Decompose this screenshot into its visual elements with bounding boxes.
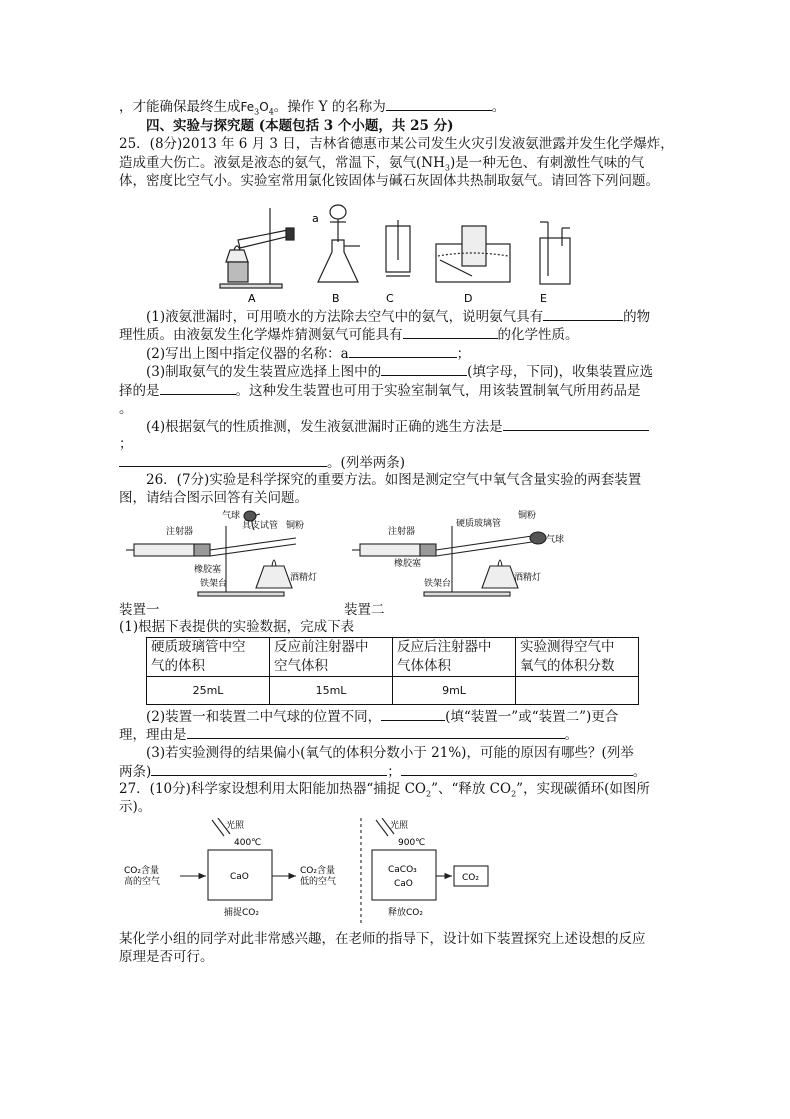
answer-blank[interactable] <box>349 343 457 358</box>
output-air-label: 低的空气 <box>300 877 337 887</box>
q25-part3c: 。 <box>119 401 133 417</box>
fig26-label-lamp: 酒精灯 <box>290 573 318 583</box>
q25-part4b: ； <box>119 436 133 452</box>
answer-blank[interactable] <box>503 416 649 431</box>
apparatus-d <box>436 226 510 282</box>
label-D: D <box>464 292 473 305</box>
q26-part3b: 两条) ； 。 <box>119 761 646 782</box>
table-header: 实验测得空气中 氧气的体积分数 <box>516 638 639 677</box>
caco3-box <box>372 850 436 900</box>
answer-blank[interactable] <box>187 724 565 739</box>
label-C: C <box>386 292 394 305</box>
table-cell: 25mL <box>147 677 270 705</box>
apparatus-c <box>386 220 410 276</box>
release-label: 释放CO₂ <box>388 908 423 918</box>
capture-label: 捕捉CO₂ <box>224 908 259 918</box>
temp-label: 900℃ <box>398 838 426 848</box>
q25-line1: 25．(8分)2013 年 6 月 3 日，吉林省德惠市某公司发生火灾引发液氨泄露并发生化学爆炸， <box>119 136 674 152</box>
fig26-label-stand: 铁架台 <box>200 579 228 589</box>
co2-label: CO₂ <box>462 873 479 883</box>
light-label: 光照 <box>390 821 409 831</box>
data-table <box>146 637 639 705</box>
text-line-fe3o4: ，才能确保最终生成$Fe_3O_4$。操作 Y 的名称为 。 <box>119 96 505 123</box>
fig26-r-label-stopper: 橡胶塞 <box>394 559 422 569</box>
q25-line3: 体，密度比空气小。实验室常用氯化铵固体与碱石灰固体共热制取氨气。请回答下列问题。 <box>119 173 659 189</box>
fig26-label-balloon: 气球 <box>222 511 241 521</box>
q27-line2: 示)。 <box>119 799 152 815</box>
q25-part1: (1)液氨泄漏时，可用喷水的方法除去空气中的氨气，说明氨气具有 的物 <box>146 306 650 327</box>
table-header: 反应前注射器中 空气体积 <box>270 638 393 677</box>
label-B: B <box>332 292 340 305</box>
fig26-r-label-lamp: 酒精灯 <box>514 573 542 583</box>
table-row <box>147 677 639 705</box>
q26-part2: (2)装置一和装置二中气球的位置不同， (填“装置一”或“装置二”)更合 <box>146 706 618 727</box>
q25-apparatus-figure <box>210 200 590 305</box>
fig26-label-copper: 铜粉 <box>286 521 305 531</box>
device-one-label: 装置一 <box>119 602 160 618</box>
fig26-r-label-copper: 铜粉 <box>518 511 537 521</box>
output-air-label: CO₂含量 <box>300 866 335 876</box>
answer-blank[interactable] <box>543 306 623 321</box>
fig26-label-syringe: 注射器 <box>166 527 194 537</box>
answer-blank[interactable] <box>386 96 492 111</box>
cao-label: CaO <box>394 879 413 889</box>
answer-blank[interactable] <box>119 452 327 467</box>
fig26-r-label-stand: 铁架台 <box>424 579 452 589</box>
q25-part1b: 理性质。由液氨发生化学爆炸猜测氨气可能具有 的化学性质。 <box>119 324 579 345</box>
q25-part4c: 。(列举两条) <box>119 452 405 473</box>
q25-part3: (3)制取氨气的发生装置应选择上图中的 (填字母，下同)，收集装置应选 <box>146 361 653 382</box>
light-label: 光照 <box>226 821 245 831</box>
fig26-r-label-tube: 硬质玻璃管 <box>456 519 502 529</box>
fig26-r-label-syringe: 注射器 <box>388 527 416 537</box>
q26-part2b: 理，理由是 。 <box>119 724 578 745</box>
closing-line2: 原理是否可行。 <box>119 949 214 965</box>
q26-part3: (3)若实验测得的结果偏小(氧气的体积分数小于 21%)，可能的原因有哪些？(列举 <box>146 745 634 761</box>
q25-part2: (2)写出上图中指定仪器的名称：a ； <box>146 343 470 364</box>
table-header-row <box>147 638 639 677</box>
device-two-label: 装置二 <box>344 602 385 618</box>
table-cell: 15mL <box>270 677 393 705</box>
q27-cycle-figure <box>120 818 500 928</box>
answer-blank[interactable] <box>151 761 387 776</box>
q25-part3b: 择的是 。这种发生装置也可用于实验室制氧气，用该装置制氧气所用药品是 <box>119 380 641 401</box>
label-A: A <box>248 292 256 305</box>
label-a: a <box>312 212 319 225</box>
q25-part4: (4)根据氨气的性质推测，发生液氨泄漏时正确的逃生方法是 <box>146 416 649 437</box>
q26-line1: 26．(7分)实验是科学探究的重要方法。如图是测定空气中氧气含量实验的两套装置 <box>146 472 642 488</box>
cao-label: CaO <box>230 872 249 882</box>
caco3-label: CaCO₃ <box>388 865 417 875</box>
input-air-label: CO₂含量 <box>124 866 159 876</box>
q25-line2: 造成重大伤亡。液氨是液态的氨气，常温下，氨气$(NH_3)$是一种无色、有刺激性气味的气 <box>119 155 645 173</box>
table-answer-cell[interactable] <box>516 677 639 705</box>
answer-blank[interactable] <box>381 361 467 376</box>
table-intro: (1)根据下表提供的实验数据，完成下表 <box>119 619 355 635</box>
answer-blank[interactable] <box>403 324 498 339</box>
input-air-label: 高的空气 <box>124 877 161 887</box>
table-header: 硬质玻璃管中空 气的体积 <box>147 638 270 677</box>
table-header: 反应后注射器中 气体体积 <box>393 638 516 677</box>
closing-line1: 某化学小组的同学对此非常感兴趣，在老师的指导下，设计如下装置探究上述设想的反应 <box>119 931 646 947</box>
q26-line2: 图，请结合图示回答有关问题。 <box>119 490 308 506</box>
temp-label: 400℃ <box>234 838 262 848</box>
q26-apparatus-figure <box>126 506 606 602</box>
fig26-label-tube: 具支试管 <box>242 521 279 531</box>
q27-line1: 27．(10分)科学家设想利用太阳能加热器“捕捉 $CO_2$”、“释放 $CO_2$”，实现碳循环(如图所 <box>119 781 650 799</box>
table-cell: 9mL <box>393 677 516 705</box>
answer-blank[interactable] <box>381 706 445 721</box>
answer-blank[interactable] <box>160 380 236 395</box>
label-E: E <box>540 292 547 305</box>
apparatus-a <box>220 208 294 288</box>
apparatus-b <box>318 205 360 282</box>
answer-blank[interactable] <box>401 761 633 776</box>
section-heading: 四、实验与探究题 (本题包括 3 个小题，共 25 分) <box>146 118 454 134</box>
fig26-r-label-balloon: 气球 <box>546 535 565 545</box>
apparatus-e <box>540 222 570 284</box>
fig26-label-stopper: 橡胶塞 <box>194 565 222 575</box>
